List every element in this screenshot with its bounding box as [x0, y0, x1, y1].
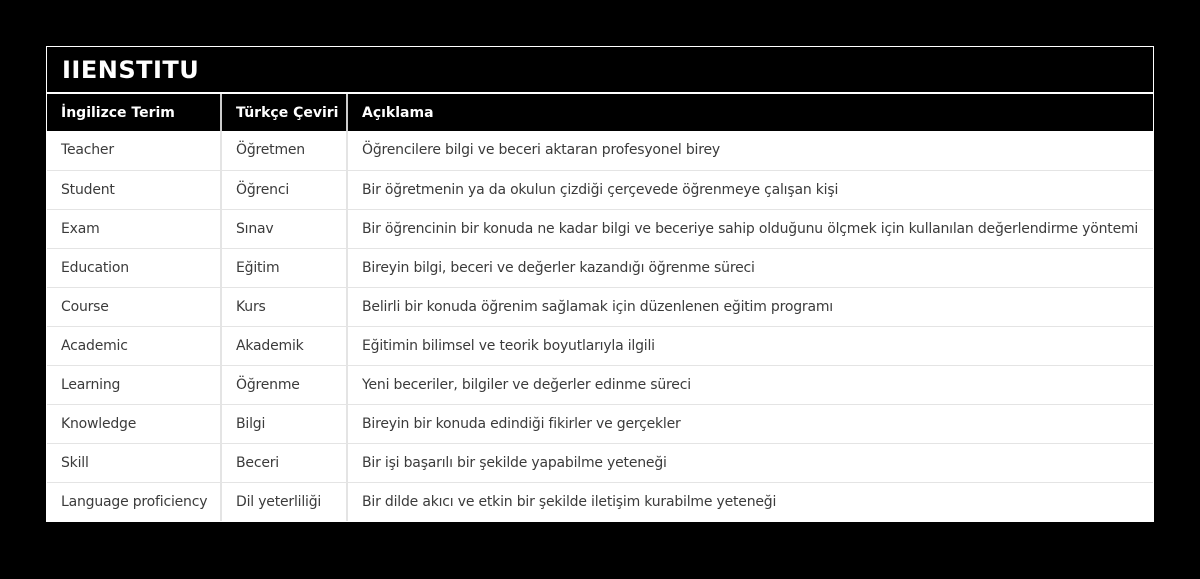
- cell-turkish-translation: Akademik: [221, 326, 347, 365]
- cell-english-term: Course: [47, 287, 221, 326]
- cell-turkish-translation: Öğrenme: [221, 365, 347, 404]
- cell-turkish-translation: Bilgi: [221, 404, 347, 443]
- cell-turkish-translation: Dil yeterliliği: [221, 482, 347, 521]
- title-bar: [47, 47, 1153, 94]
- table-row: [47, 326, 1153, 365]
- cell-description: Bireyin bilgi, beceri ve değerler kazandığı öğrenme süreci: [347, 248, 1153, 287]
- cell-turkish-translation: Beceri: [221, 443, 347, 482]
- cell-english-term: Language proficiency: [47, 482, 221, 521]
- cell-description: Belirli bir konuda öğrenim sağlamak için düzenlenen eğitim programı: [347, 287, 1153, 326]
- table-row: [47, 131, 1153, 170]
- cell-english-term: Student: [47, 170, 221, 209]
- cell-description: Yeni beceriler, bilgiler ve değerler edinme süreci: [347, 365, 1153, 404]
- table-row: [47, 170, 1153, 209]
- table-row: [47, 209, 1153, 248]
- vocab-table-window: [46, 46, 1154, 522]
- cell-description: Bir öğretmenin ya da okulun çizdiği çerçevede öğrenmeye çalışan kişi: [347, 170, 1153, 209]
- table-row: [47, 365, 1153, 404]
- cell-english-term: Skill: [47, 443, 221, 482]
- cell-english-term: Learning: [47, 365, 221, 404]
- cell-english-term: Exam: [47, 209, 221, 248]
- column-header-english-term: İngilizce Terim: [47, 94, 221, 131]
- table-row: [47, 482, 1153, 521]
- header-row: [47, 94, 1153, 131]
- cell-description: Öğrencilere bilgi ve beceri aktaran profesyonel birey: [347, 131, 1153, 170]
- cell-description: Bir öğrencinin bir konuda ne kadar bilgi ve beceriye sahip olduğunu ölçmek için kullanılan değerlendirme yöntemi: [347, 209, 1153, 248]
- cell-description: Bir işi başarılı bir şekilde yapabilme yeteneği: [347, 443, 1153, 482]
- vocabulary-table: [47, 94, 1153, 521]
- cell-turkish-translation: Sınav: [221, 209, 347, 248]
- cell-english-term: Academic: [47, 326, 221, 365]
- column-header-turkish-translation: Türkçe Çeviri: [221, 94, 347, 131]
- column-header-description: Açıklama: [347, 94, 1153, 131]
- page-title: IIENSTITU: [62, 55, 200, 84]
- cell-turkish-translation: Kurs: [221, 287, 347, 326]
- table-row: [47, 248, 1153, 287]
- table-row: [47, 443, 1153, 482]
- cell-description: Bireyin bir konuda edindiği fikirler ve gerçekler: [347, 404, 1153, 443]
- table-row: [47, 287, 1153, 326]
- cell-description: Bir dilde akıcı ve etkin bir şekilde iletişim kurabilme yeteneği: [362, 493, 777, 510]
- cell-turkish-translation: Öğretmen: [221, 131, 347, 170]
- cell-description: Eğitimin bilimsel ve teorik boyutlarıyla ilgili: [347, 326, 1153, 365]
- cell-english-term: Teacher: [47, 131, 221, 170]
- cell-turkish-translation: Eğitim: [221, 248, 347, 287]
- cell-turkish-translation: Öğrenci: [221, 170, 347, 209]
- cell-english-term: Education: [47, 248, 221, 287]
- cell-english-term: Knowledge: [47, 404, 221, 443]
- table-row: [47, 404, 1153, 443]
- table-body: [47, 131, 1153, 521]
